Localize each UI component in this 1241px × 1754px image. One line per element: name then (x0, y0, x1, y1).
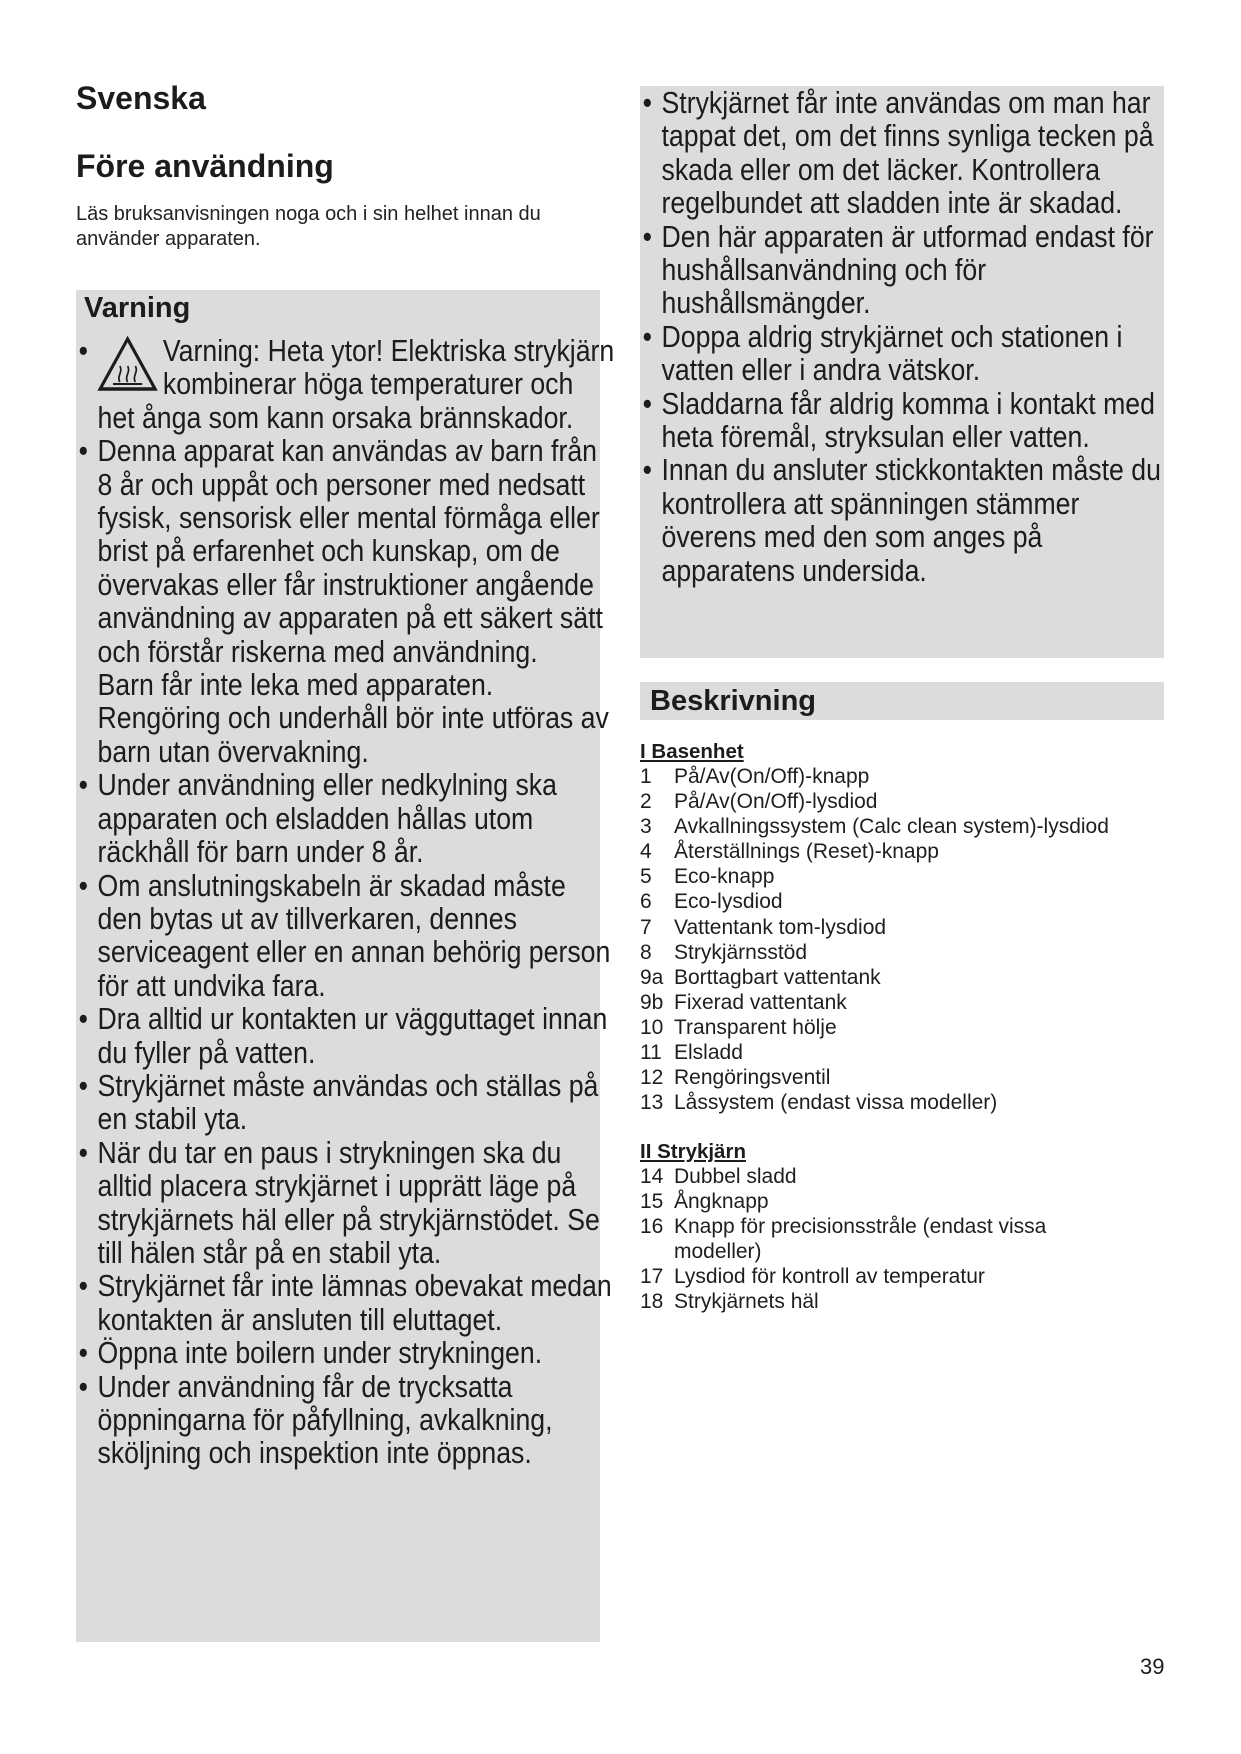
part-number: 5 (640, 865, 652, 889)
list-item (640, 814, 1180, 839)
part-number: 6 (640, 890, 652, 914)
list-item (640, 453, 1180, 587)
part-label: Dubbel sladd (674, 1165, 797, 1188)
part-label: Återställnings (Reset)-knapp (674, 840, 939, 864)
list-item (640, 789, 1180, 814)
warning-item-text: Sladdarna får aldrig komma i kontakt med heta föremål, stryksulan eller vatten. (661, 385, 1155, 455)
bullet-icon: • (78, 433, 88, 469)
list-item (76, 768, 616, 868)
part-number: 14 (640, 1165, 664, 1188)
list-item (640, 1264, 1180, 1289)
warning-item-text: Innan du ansluter stickkontakten måste du kontrollera att spänningen stämmer överens med den som anges på apparatens undersida. (661, 452, 1161, 588)
bullet-icon: • (78, 1335, 88, 1371)
warning-item-text: Barn får inte leka med apparaten. Rengöring och underhåll bör inte utföras av barn utan övervakning. (97, 667, 609, 769)
warning-list-right (640, 86, 1160, 587)
list-item (76, 1002, 616, 1069)
part-label: Låssystem (endast vissa modeller) (674, 1091, 998, 1115)
list-item (640, 940, 1180, 965)
part-label: Ångknapp (674, 1190, 769, 1214)
part-label: Fixerad vattentank (674, 990, 847, 1014)
list-item (76, 434, 616, 668)
list-item (640, 387, 1180, 454)
bullet-icon: • (78, 1067, 88, 1103)
list-item (640, 764, 1180, 789)
part-label: Elsladd (674, 1041, 743, 1065)
part-number: 9a (640, 965, 664, 989)
description-heading-bar (640, 682, 1164, 720)
list-item (76, 1136, 616, 1270)
part-number: 17 (640, 1265, 664, 1289)
bullet-icon: • (642, 85, 652, 120)
intro-text: Läs bruksanvisningen noga och i sin helhet innan du använder apparaten. (76, 203, 541, 250)
bullet-icon: • (642, 218, 652, 254)
part-label: Borttagbart vattentank (674, 965, 881, 989)
group-title-iron: II Strykjärn (640, 1140, 746, 1163)
warning-item-text: Strykjärnet måste användas och ställas på en stabil yta. (97, 1067, 599, 1137)
warning-heading: Varning (84, 292, 191, 324)
part-label: På/Av(On/Off)-knapp (674, 765, 870, 788)
list-item (640, 1164, 1180, 1189)
list-item (640, 1090, 1180, 1115)
bullet-icon: • (642, 318, 652, 354)
part-label: Vattentank tom-lysdiod (674, 915, 887, 939)
list-item (640, 220, 1180, 320)
bullet-icon: • (78, 767, 88, 803)
warning-item-text: När du tar en paus i strykningen ska du alltid placera strykjärnet i upprätt läge på strykjärnets häl eller på strykjärnstödet. Se till hälen står på en stabil yta. (97, 1134, 600, 1270)
part-number: 9b (640, 990, 664, 1014)
warning-item-text: Dra alltid ur kontakten ur vägguttaget innan du fyller på vatten. (97, 1001, 608, 1070)
list-item (640, 1065, 1180, 1090)
warning-item-text: Varning: Heta ytor! Elektriska strykjärn kombinerar höga temperaturer och het ånga som kann orsaka brännskador. (97, 333, 615, 435)
language-heading: Svenska (76, 80, 206, 116)
part-number: 12 (640, 1066, 664, 1090)
part-label: Eco-knapp (674, 865, 775, 889)
warning-item-text: Strykjärnet får inte lämnas obevakat medan kontakten är ansluten till eluttaget. (97, 1268, 612, 1337)
bullet-icon: • (642, 385, 652, 421)
hot-surface-warning-icon (98, 336, 158, 392)
bullet-icon: • (78, 1368, 88, 1404)
part-label: Lysdiod för kontroll av temperatur (674, 1265, 985, 1289)
description-heading: Beskrivning (650, 685, 816, 717)
part-number: 10 (640, 1015, 664, 1039)
list-item (640, 965, 1180, 990)
list-item (640, 86, 1180, 220)
part-number: 8 (640, 940, 652, 964)
part-label: Eco-lysdiod (674, 890, 783, 914)
list-item (640, 1214, 1180, 1264)
part-number: 13 (640, 1091, 664, 1115)
part-number: 18 (640, 1290, 664, 1314)
part-label: Strykjärnets häl (674, 1290, 819, 1314)
list-item (640, 1040, 1180, 1065)
list-item (640, 1189, 1180, 1214)
part-label: Strykjärnsstöd (674, 940, 808, 964)
list-item (76, 1370, 616, 1470)
bullet-icon: • (78, 1001, 88, 1037)
list-item (640, 320, 1180, 387)
list-item (640, 889, 1180, 914)
list-item (640, 1289, 1180, 1314)
list-item (76, 1069, 616, 1136)
list-item (76, 334, 616, 434)
warning-item-text: Strykjärnet får inte användas om man har tappat det, om det finns synliga tecken på skada eller om det läcker. Kontrollera regelbundet att sladden inte är skadad. (661, 85, 1154, 221)
list-item (640, 915, 1180, 940)
bullet-icon: • (78, 333, 88, 368)
parts-list-iron (640, 1164, 1180, 1315)
part-number: 11 (640, 1041, 662, 1065)
list-item (76, 869, 616, 1003)
warning-item-text: Om anslutningskabeln är skadad måste den bytas ut av tillverkaren, dennes serviceagent eller en annan behörig person för att undvika fara. (97, 867, 611, 1003)
part-label: Transparent hölje (674, 1015, 837, 1039)
list-item (640, 864, 1180, 889)
group-title-base-unit: I Basenhet (640, 740, 744, 763)
warning-item-text: Under användning eller nedkylning ska apparaten och elsladden hållas utom räckhåll för barn under 8 år. (97, 767, 557, 870)
page-number: 39 (1140, 1654, 1165, 1679)
part-number: 7 (640, 915, 652, 939)
list-item (640, 839, 1180, 864)
part-number: 15 (640, 1190, 664, 1214)
list-item (640, 990, 1180, 1015)
bullet-icon: • (78, 1134, 88, 1170)
part-label: Rengöringsventil (674, 1066, 831, 1090)
parts-list-base-unit (640, 764, 1180, 1115)
warning-item-text: Öppna inte boilern under strykningen. (97, 1335, 543, 1371)
part-label: På/Av(On/Off)-lysdiod (674, 790, 878, 814)
warning-list-left (76, 333, 615, 1471)
list-item (76, 668, 616, 768)
list-item (76, 1269, 616, 1336)
section-title: Före användning (76, 148, 334, 184)
bullet-icon: • (78, 867, 88, 903)
part-number: 2 (640, 790, 652, 814)
bullet-icon: • (642, 452, 652, 488)
warning-item-text: Denna apparat kan användas av barn från 8 år och uppåt och personer med nedsatt fysisk, sensorisk eller mental förmåga eller brist på erfarenhet och kunskap, om de övervakas eller får instruktioner angående användning av apparaten på ett säkert sätt och förstår riskerna med användning. (97, 433, 603, 669)
list-item (640, 1015, 1180, 1040)
list-item (76, 1336, 616, 1369)
part-label: Knapp för precisionsstråle (endast vissa modeller) (674, 1215, 1047, 1264)
warning-item-text: Doppa aldrig strykjärnet och stationen i vatten eller i andra vätskor. (661, 318, 1123, 388)
part-number: 4 (640, 840, 652, 864)
warning-item-text: Den här apparaten är utformad endast för hushållsanvändning och för hushållsmängder. (661, 218, 1154, 321)
part-number: 3 (640, 815, 652, 839)
part-number: 16 (640, 1215, 664, 1239)
warning-box-left (76, 290, 615, 1642)
part-label: Avkallningssystem (Calc clean system)-lysdiod (674, 815, 1109, 839)
warning-box-right (640, 86, 1164, 658)
warning-item-text: Under användning får de trycksatta öppningarna för påfyllning, avkalkning, sköljning och inspektion inte öppnas. (97, 1368, 553, 1471)
part-number: 1 (640, 765, 652, 788)
bullet-icon: • (78, 1268, 88, 1304)
